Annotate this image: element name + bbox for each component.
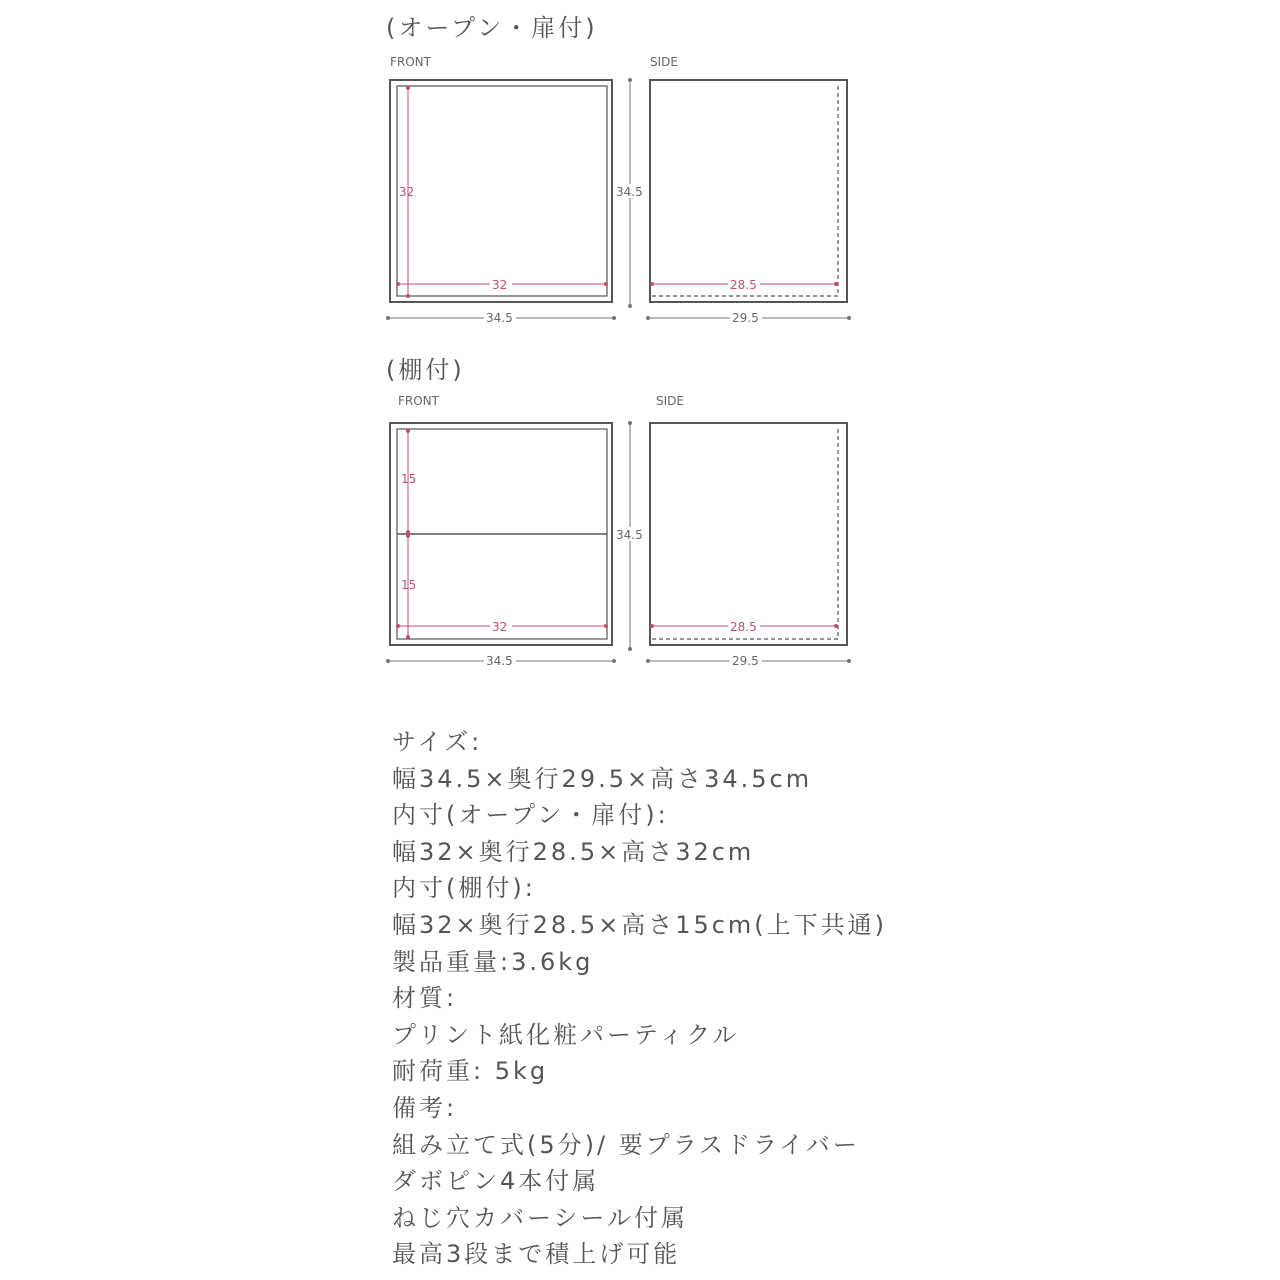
spec-line: プリント紙化粧パーティクル: [392, 1020, 740, 1049]
outer-width-label: 34.5: [486, 311, 513, 325]
spec-line: 最高3段まで積上げ可能: [392, 1240, 681, 1269]
front-view-open-door: [386, 55, 616, 325]
spec-line: 耐荷重: 5kg: [392, 1057, 549, 1086]
inner-depth-label: 28.5: [730, 620, 757, 634]
spec-line: 備考:: [392, 1093, 458, 1122]
outer-height-label: 34.5: [616, 528, 643, 542]
spec-line: サイズ:: [392, 728, 483, 756]
spec-line: 幅32×奥行28.5×高さ15cm(上下共通): [392, 910, 888, 939]
spec-line: 材質:: [392, 984, 458, 1013]
side-outer-frame: [650, 423, 847, 645]
side-view-label: SIDE: [656, 394, 684, 408]
upper-height-label: 15: [401, 472, 417, 486]
front-view-shelf: [386, 394, 616, 668]
side-outer-frame: [650, 80, 847, 302]
section-title-shelf: (棚付): [386, 356, 465, 384]
spec-line: 内寸(オープン・扉付):: [392, 801, 669, 830]
front-view-label: FRONT: [390, 55, 431, 69]
spec-line: 内寸(棚付):: [392, 874, 536, 903]
section-title-open-door: (オープン・扉付): [386, 14, 598, 42]
spec-line: 幅32×奥行28.5×高さ32cm: [392, 837, 755, 866]
outer-width-label: 34.5: [486, 654, 513, 668]
cabinet-outer-frame: [390, 80, 612, 302]
inner-height-label: 32: [399, 185, 415, 199]
spec-line: 幅34.5×奥行29.5×高さ34.5cm: [392, 764, 813, 793]
side-view-label: SIDE: [650, 55, 678, 69]
outer-depth-label: 29.5: [732, 654, 759, 668]
spec-line: ねじ穴カバーシール付属: [392, 1203, 689, 1232]
lower-height-label: 15: [401, 578, 417, 592]
side-view-open-door: [614, 55, 851, 325]
front-view-label: FRONT: [398, 394, 439, 408]
cabinet-inner-frame: [397, 86, 607, 296]
outer-height-label: 34.5: [616, 185, 643, 199]
spec-line: 製品重量:3.6kg: [392, 947, 594, 976]
inner-width-label: 32: [492, 620, 508, 634]
outer-depth-label: 29.5: [732, 311, 759, 325]
spec-line: 組み立て式(5分)/ 要プラスドライバー: [392, 1130, 860, 1159]
inner-depth-label: 28.5: [730, 278, 757, 292]
spec-line: ダボピン4本付属: [392, 1167, 600, 1196]
inner-width-label: 32: [492, 278, 508, 292]
product-specs: [392, 724, 887, 1273]
side-view-shelf: [614, 394, 851, 668]
